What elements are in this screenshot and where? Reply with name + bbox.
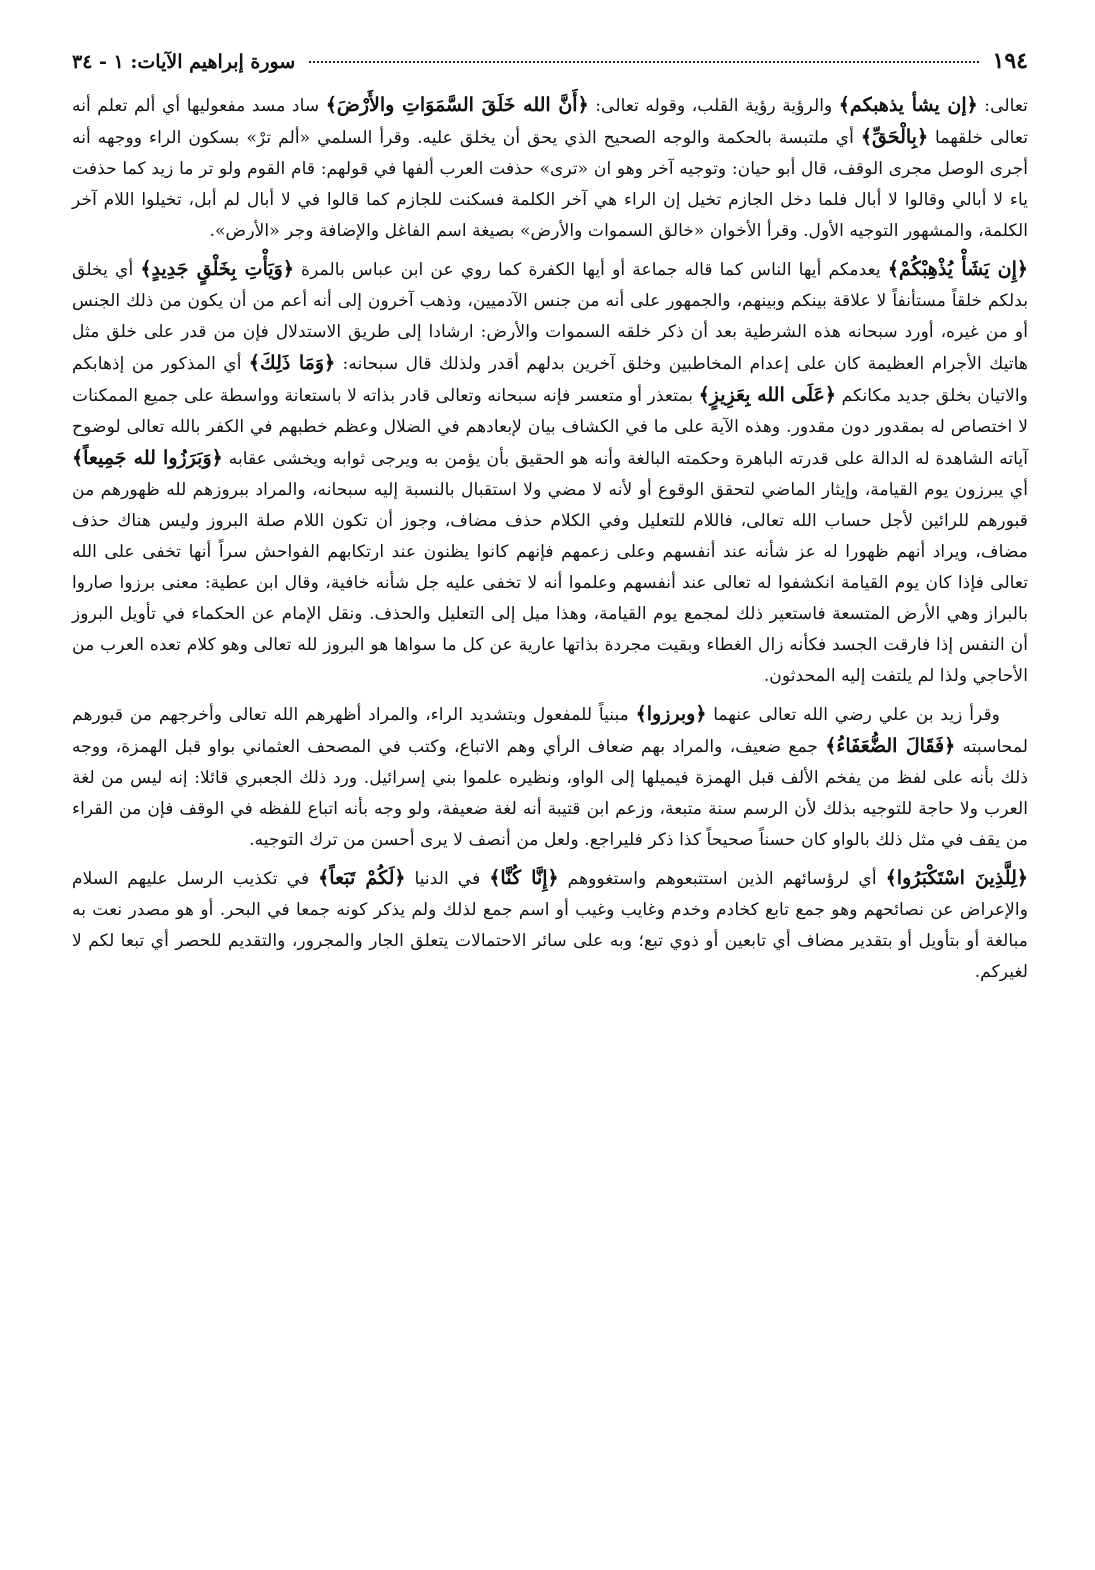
commentary-text: بمتعذر أو متعسر فإنه سبحانه وتعالى قادر بذاته لا باستعانة وواسطة على جميع الممكنات لا اختصاص له بمقدور دون مقدور. وهذه الآية على ما في الكشاف بيان لإبعادهم في الضلال وعظم خطبهم في الكفر بالله تعالى لوضوح آياته الشاهدة له الدالة على قدرته الباهرة وحكمته البالغة وأنه هو الحقيق بأن يؤمن به ويرجى ثوابه ويخشى عقابه	[72, 386, 1028, 469]
quran-quote: ﴿إِنَّا كُنَّا﴾	[489, 867, 559, 889]
commentary-text: أي المذكور من إذهابكم والاتيان بخلق جديد مكانكم	[72, 354, 1028, 406]
surah-title: سورة إبراهيم الآيات: ١ - ٣٤	[72, 51, 296, 73]
commentary-text: وقرأ زيد بن علي رضي الله تعالى عنهما	[706, 705, 1000, 725]
commentary-text: أي يخلق بدلكم خلقاً مستأنفاً لا علاقة بينكم وبينهم، والجمهور على أنه من جنس الآدميين، وذهب آخرون إلى أنه أعم من أن يكون من ذلك الجنس أو من غيره، أورد سبحانه هذه الشرطية بعد أن ذكر خلقه السموات والأرض: ارشادا إلى طريق الاستدلال فإن من قدر على خلق مثل هاتيك الأجرام العظيمة كان على إعدام المخاطبين وخلق آخرين بدلهم أقدر ولذلك قال سبحانه:	[72, 260, 1028, 374]
commentary-text: أي يبرزون يوم القيامة، وإيثار الماضي لتحقق الوقوع أو لأنه لا مضي ولا استقبال بالنسبة إليه سبحانه، والمراد ببروزهم لله ظهورهم من قبورهم للرائين لأجل حساب الله تعالى، فاللام للتعليل وفي الكلام حذف مضاف، وجوز أن تكون اللام صلة البروز وليس هناك حذف مضاف، ويراد أنهم ظهورا له عز شأنه عند أنفسهم وعلى زعمهم فإنهم كانوا يظنون عند ارتكابهم الفواحش سراً أنها تخفى على الله تعالى فإذا كان يوم القيامة انكشفوا له تعالى عند أنفسهم وعلموا أنه لا تخفى عليه جل شأنه خافية، وقال ابن عطية: معنى برزوا صاروا بالبراز وهي الأرض المتسعة فاستعير ذلك لمجمع يوم القيامة، وهذا ميل إلى التعليل والحذف. ونقل الإمام عن الحكماء في تأويل البروز أن النفس إذا فارقت الجسد فكأنه زال الغطاء وبقيت مجردة بذاتها عارية عن كل ما سواها هو البروز لله تعالى وهو كلام تعده العرب من الأحاجي ولذا لم يلتفت إليه المحدثون.	[72, 480, 1028, 686]
paragraph	[72, 90, 1028, 247]
quran-quote: ﴿إِن يَشَأْ يُذْهِبْكُمْ﴾	[887, 258, 1028, 280]
commentary-text: في الدنيا	[405, 869, 490, 889]
commentary-text: مبنياً للمفعول وبتشديد الراء، والمراد أظهرهم الله تعالى وأخرجهم من قبورهم لمحاسبته	[72, 705, 1028, 757]
book-page	[72, 48, 1028, 988]
commentary-text: والرؤية رؤية القلب، وقوله تعالى:	[588, 96, 839, 116]
quran-quote: ﴿وَبَرَزُوا لله جَمِيعاً﴾	[72, 447, 223, 469]
commentary-text: تعالى:	[977, 96, 1028, 116]
commentary-text: في تكذيب الرسل عليهم السلام والإعراض عن نصائحهم وهو جمع تابع كخادم وخدم وغايب وغيب أو اسم جمع لذلك ولم يذكر كونه جمعا في البحر. أو هو مصدر نعت به مبالغة أو بتأويل أو بتقدير مضاف أي تابعين أو ذوي تبع؛ وبه على سائر الاحتمالات يتعلق الجار والمجرور، والتقديم للحصر أي تبعا لكم لا لغيركم.	[72, 869, 1028, 982]
quran-quote: ﴿لَكُمْ تَبَعاً﴾	[318, 867, 406, 889]
quran-quote: ﴿أَنَّ الله خَلَقَ السَّمَوَاتِ والأَرْضَ﴾	[325, 94, 589, 116]
header-leader-dots	[309, 61, 978, 63]
commentary-body	[72, 90, 1028, 988]
quran-quote: ﴿إن يشأ يذهبكم﴾	[838, 94, 978, 116]
quran-quote: ﴿وَيَأْتِ بِخَلْقٍ جَدِيدٍ﴾	[140, 258, 294, 280]
page-number: ١٩٤	[992, 48, 1028, 74]
commentary-text: جمع ضعيف، والمراد بهم ضعاف الرأي وهم الاتباع، وكتب في المصحف العثماني بواو قبل الهمزة، ووجه ذلك بأنه على لفظ من يفخم الألف قبل الهمزة فيميلها إلى الواو، ونظيره علموا بني إسرائيل. ورد ذلك الجعبري قائلا: إنه ليس من لغة العرب ولا حاجة للتوجيه بذلك لأن الرسم سنة متبعة، وزعم ابن قتيبة أنه لغة ضعيفة، ولو وجه بأنه اتباع للفظه في الوقف فإن من القراء من يقف في مثل ذلك بالواو كان حسناً صحيحاً كذا ذكر فليراجع. ولعل من أنصف لا يرى أحسن من ترك التوجيه.	[72, 737, 1028, 850]
quran-quote: ﴿وبرزوا﴾	[635, 703, 707, 725]
quran-quote: ﴿وَمَا ذَلِكَ﴾	[248, 352, 336, 374]
paragraph	[72, 699, 1028, 856]
paragraph	[72, 254, 1028, 692]
paragraph	[72, 863, 1028, 988]
commentary-text: ساد مسد مفعوليها أي ألم تعلم أنه تعالى خلقهما	[72, 96, 1028, 148]
commentary-text: يعدمكم أيها الناس كما قاله جماعة أو أيها الكفرة كما روي عن ابن عباس بالمرة	[293, 260, 888, 280]
quran-quote: ﴿لِلَّذِينَ اسْتَكْبَرُوا﴾	[885, 867, 1028, 889]
quran-quote: ﴿فَقَالَ الضُّعَفَاءُ﴾	[825, 735, 956, 757]
running-header	[72, 48, 1028, 90]
commentary-text: أي ملتبسة بالحكمة والوجه الصحيح الذي يحق أن يخلق عليه. وقرأ السلمي «ألم ترْ» بسكون الراء ووجهه أنه أجرى الوصل مجرى الوقف، قال أبو حيان: وتوجيه آخر وهو ان «ترى» حذفت العرب ألفها في قولهم: قام القوم ولو تر ما زيد كما حذفت ياء لا أبالي وقالوا لا أبال فلما دخل الجازم تخيل إن الراء هي آخر الكلمة فسكنت للجازم كما قالوا في لا أبال لم أبل، تخيلوا اللام آخر الكلمة، والمشهور التوجيه الأول. وقرأ الأخوان «خالق السموات والأرض» بصيغة اسم الفاغل والإضافة وجر «الأرض».	[72, 128, 1028, 241]
commentary-text: أي لرؤسائهم الذين استتبعوهم واستغووهم	[558, 869, 886, 889]
quran-quote: ﴿بِالْحَقِّ﴾	[860, 126, 929, 148]
quran-quote: ﴿عَلَى الله بِعَزِيزٍ﴾	[698, 384, 837, 406]
